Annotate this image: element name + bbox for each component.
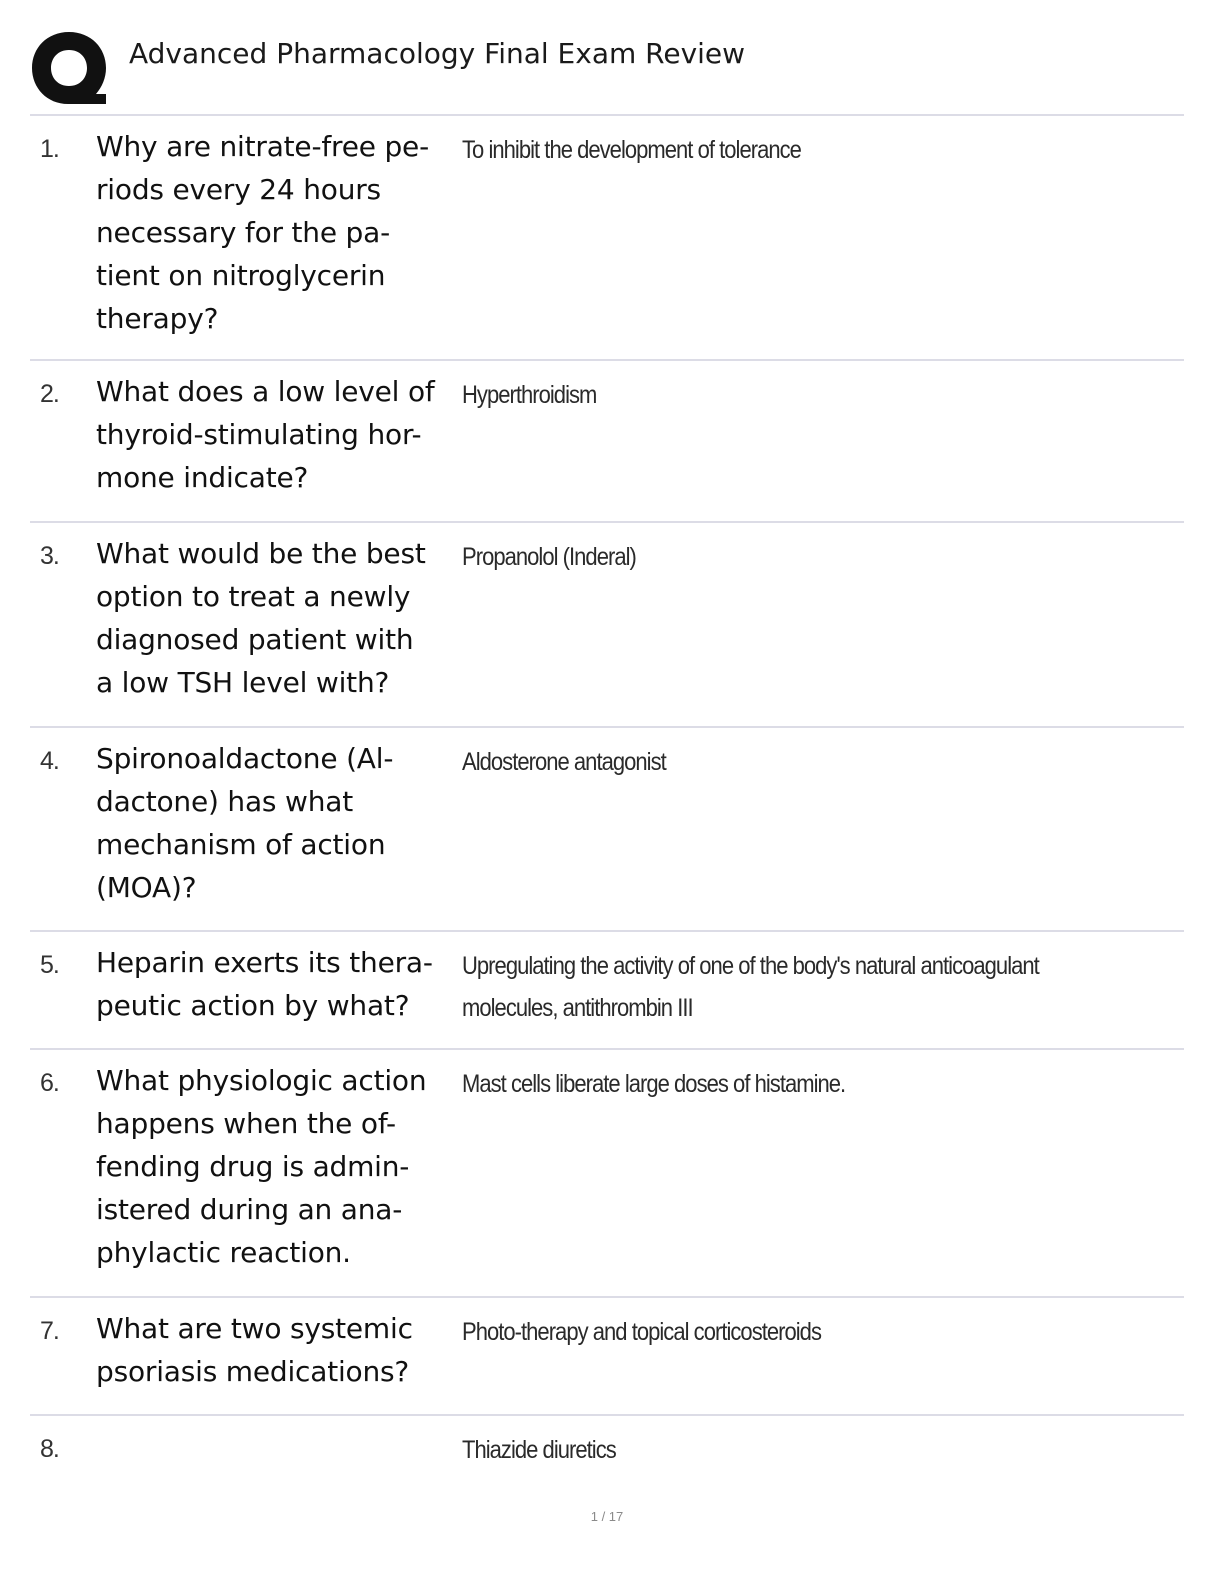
page-header <box>30 28 1184 116</box>
quizlet-logo-icon <box>30 30 108 108</box>
card-question: What physiologic action happens when the of- fending drug is admin- istered during an ana- phylactic reaction. <box>96 1064 427 1269</box>
card-number: 2. <box>40 380 59 408</box>
card-question: Spironoaldactone (Al- dactone) has what mechanism of action (MOA)? <box>96 742 394 904</box>
card-answer: Thiazide diuretics <box>462 1436 616 1464</box>
flashcard-row <box>30 932 1184 1050</box>
card-answer: To inhibit the development of tolerance <box>462 136 801 164</box>
card-number: 1. <box>40 135 59 163</box>
card-question: What would be the best option to treat a newly diagnosed patient with a low TSH level with? <box>96 537 426 699</box>
flashcard-row <box>30 1050 1184 1298</box>
card-answer: Photo-therapy and topical corticosteroids <box>462 1318 821 1346</box>
flashcard-row <box>30 116 1184 361</box>
card-question: What does a low level of thyroid-stimulating hor- mone indicate? <box>96 375 435 494</box>
document-title: Advanced Pharmacology Final Exam Review <box>129 37 746 70</box>
card-answer: Aldosterone antagonist <box>462 748 666 776</box>
card-number: 8. <box>40 1435 59 1463</box>
card-number: 5. <box>40 951 59 979</box>
card-question: Why are nitrate-free pe- riods every 24 hours necessary for the pa- tient on nitroglycerin therapy? <box>96 130 429 335</box>
flashcard-row <box>30 1416 1184 1496</box>
card-number: 3. <box>40 542 59 570</box>
flashcard-row <box>30 523 1184 728</box>
page-indicator: 1 / 17 <box>590 1509 624 1524</box>
card-answer: Upregulating the activity of one of the body's natural anticoagulant molecules, antithrombin III <box>462 952 1039 1022</box>
card-number: 4. <box>40 747 59 775</box>
card-question: What are two systemic psoriasis medications? <box>96 1312 413 1388</box>
card-number: 6. <box>40 1069 59 1097</box>
flashcard-list <box>30 116 1184 1496</box>
card-number: 7. <box>40 1317 59 1345</box>
flashcard-row <box>30 361 1184 523</box>
flashcard-row <box>30 1298 1184 1416</box>
card-answer: Propanolol (Inderal) <box>462 543 636 571</box>
card-answer: Mast cells liberate large doses of histamine. <box>462 1070 846 1098</box>
card-question: Heparin exerts its thera- peutic action by what? <box>96 946 433 1022</box>
card-answer: Hyperthroidism <box>462 381 597 409</box>
flashcard-row <box>30 728 1184 932</box>
